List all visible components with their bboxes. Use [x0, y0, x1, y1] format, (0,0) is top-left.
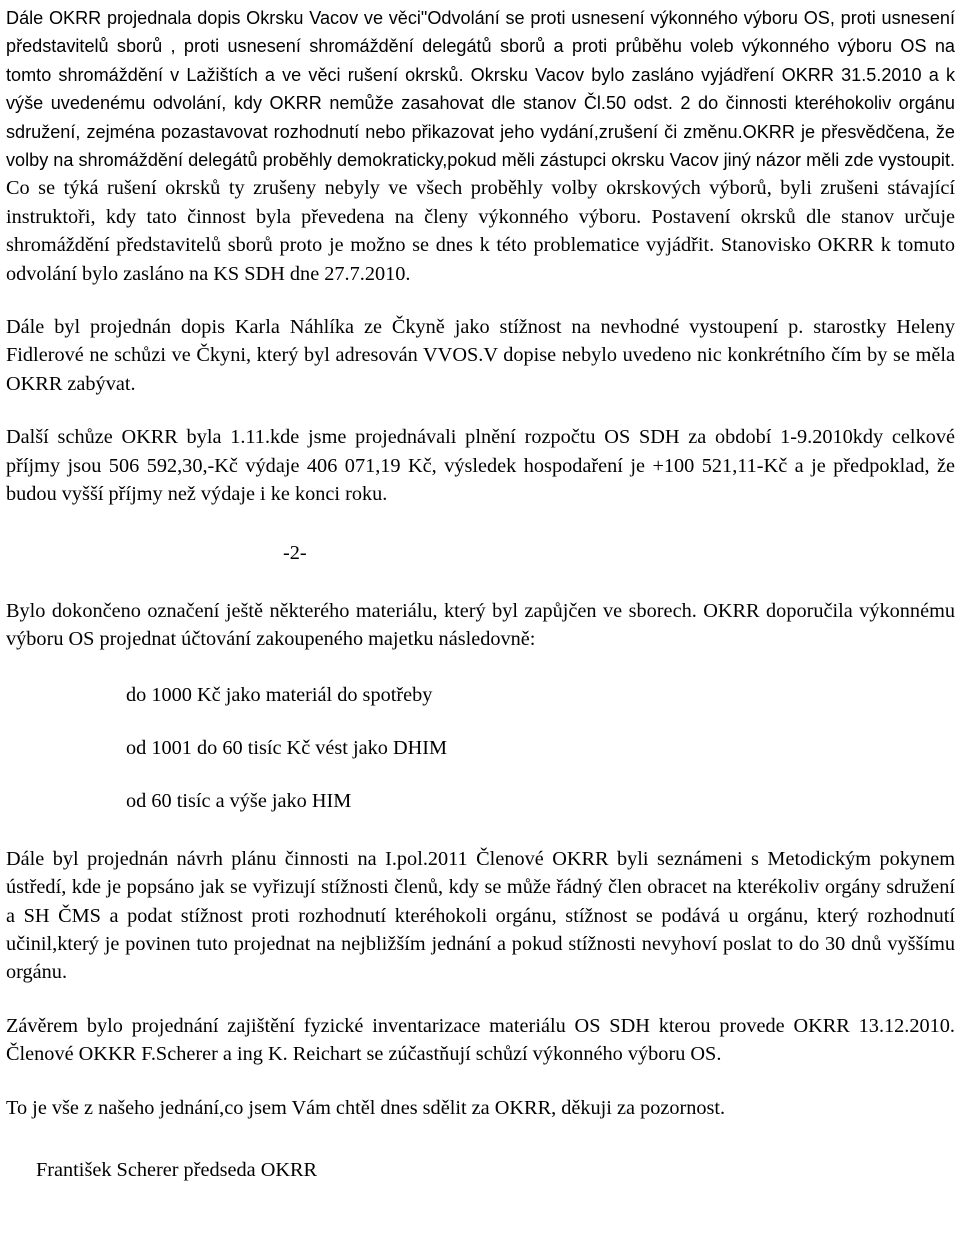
paragraph-rozpocet: Další schůze OKRR byla 1.11.kde jsme projednávali plnění rozpočtu OS SDH za období 1-9.2010kdy celkové příjmy jsou 506 592,30,-Kč výdaje 406 071,19 Kč, výsledek hospodaření je +100 521,11-Kč a je předpoklad, že budou vyšší příjmy než výdaje i ke konci roku.	[6, 426, 955, 506]
paragraph-inventarizace: Závěrem bylo projednání zajištění fyzické inventarizace materiálu OS SDH kterou provede OKRR 13.12.2010. Členové OKKR F.Scherer a ing K. Reichart se zúčastňují schůzí výkonného výboru OS.	[6, 1014, 955, 1066]
list-item: od 60 tisíc a výše jako HIM	[126, 789, 352, 812]
paragraph-zaver: To je vše z našeho jednání,co jsem Vám chtěl dnes sdělit za OKRR, děkuji za pozornost.	[6, 1096, 726, 1119]
paragraph-plan-cinnosti: Dále byl projednán návrh plánu činnosti na I.pol.2011 Členové OKRR byli seznámeni s Metodickým pokynem ústředí, kde je popsáno jak se vyřizují stížnosti členů, kdy se může řádný člen obracet na kterékoliv orgány sdružení a SH ČMS a podat stížnost proti rozhodnutí kteréhokoli orgánu, stížnost se podává u orgánu, který rozhodnutí učinil,který je povinen tuto projednat na nejbližším jednání a pokud stížnosti nevyhoví poslat to do 30 dnů vyššímu orgánu.	[6, 847, 955, 984]
accounting-list	[126, 681, 955, 815]
paragraph-odvolani	[6, 4, 955, 288]
signature: František Scherer předseda OKRR	[36, 1158, 318, 1181]
paragraph-odvolani-part3: Co se týká rušení okrsků ty zrušeny nebyly ve všech proběhly volby okrskových výborů, byli zrušeni stávající instruktoři, kdy tato činnost byla převedena na členy výkonného výboru. Postavení okrsků dle stanov určuje shromáždění představitelů sborů proto je možno se dnes k této problematice vyjádřit. Stanovisko OKRR k tomuto odvolání bylo zasláno na KS SDH dne 27.7.2010.	[6, 177, 955, 285]
paragraph-odvolani-part2: OKRR je přesvědčena, že volby na shromáždění delegátů proběhly demokraticky,pokud měli zástupci okrsku Vacov jiný názor měli zde vystoupit.	[6, 121, 955, 171]
list-item: od 1001 do 60 tisíc Kč vést jako DHIM	[126, 736, 448, 759]
page-number: -2-	[283, 541, 307, 564]
paragraph-odvolani-part1: Dále OKRR projednala dopis Okrsku Vacov ve věci"Odvolání se proti usnesení výkonného výboru OS, proti usnesení představitelů sborů , proti usnesení shromáždění delegátů sborů a proti průběhu voleb výkonného výboru OS na tomto shromáždění v Lažištích a ve věci rušení okrsků. Okrsku Vacov bylo zasláno vyjádření OKRR 31.5.2010 a k výše uvedenému odvolání, kdy OKRR nemůže zasahovat dle stanov Čl.50 odst. 2 do činnosti kteréhokoliv orgánu sdružení, zejména pozastavovat rozhodnutí nebo přikazovat jeho vydání,zrušení či změnu.	[6, 8, 955, 142]
paragraph-dopis-nahlik: Dále byl projednán dopis Karla Náhlíka ze Čkyně jako stížnost na nevhodné vystoupení p. starostky Heleny Fidlerové ne schůzi ve Čkyni, který byl adresován VVOS.V dopise nebylo uvedeno nic konkrétního čím by se měla OKRR zabývat.	[6, 316, 955, 395]
list-item: do 1000 Kč jako materiál do spotřeby	[126, 683, 433, 706]
paragraph-oznaceni-materialu: Bylo dokončeno označení ještě některého materiálu, který byl zapůjčen ve sborech. OKRR doporučila výkonnému výboru OS projednat účtování zakoupeného majetku následovně:	[6, 599, 955, 651]
document-page	[6, 4, 955, 1184]
